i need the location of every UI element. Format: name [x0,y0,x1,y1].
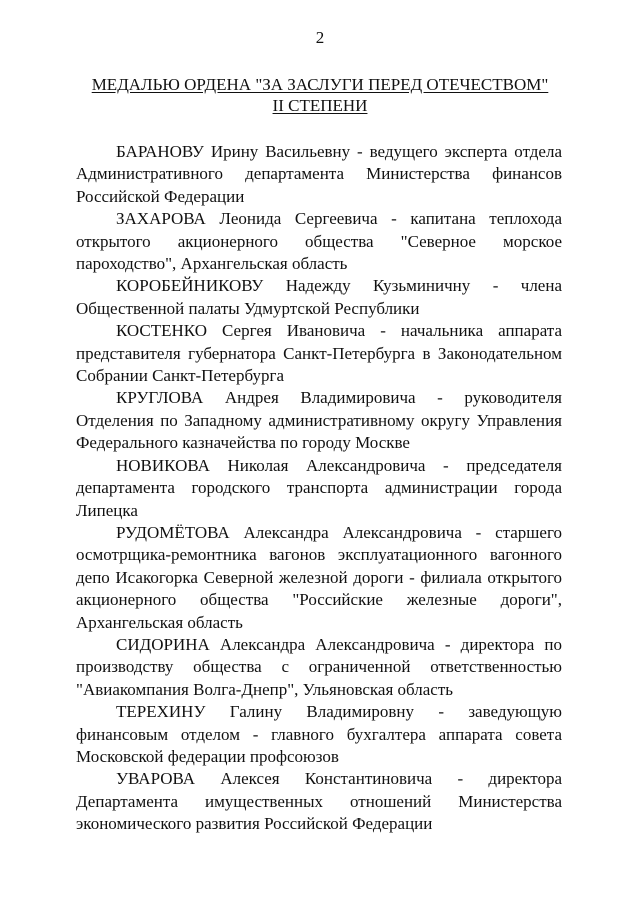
award-heading-line-2: II СТЕПЕНИ [272,96,368,115]
recipient-entry: РУДОМЁТОВА Александра Александровича - старшего осмотрщика-ремонтника вагонов эксплуатационного вагонного депо Исакогорка Северной железной дороги - филиала открытого акционерного общества "Российские железные дороги", Архангельская область [76,522,562,632]
recipient-entry: УВАРОВА Алексея Константиновича - директора Департамента имущественных отношений Министерства экономического развития Российской Федерации [76,769,562,834]
recipient-entry: КОСТЕНКО Сергея Ивановича - начальника аппарата представителя губернатора Санкт-Петербурга в Законодательном Собрании Санкт-Петербурга [76,321,562,386]
recipient-entry: КРУГЛОВА Андрея Владимировича - руководителя Отделения по Западному административному округу Управления Федерального казначейства по городу Москве [76,388,562,453]
recipient-entry: ТЕРЕХИНУ Галину Владимировну - заведующую финансовым отделом - главного бухгалтера аппарата совета Московской федерации профсоюзов [76,702,562,766]
page-number: 2 [315,28,325,47]
recipient-entry: КОРОБЕЙНИКОВУ Надежду Кузьминичну - члена Общественной палаты Удмуртской Республики [76,276,562,318]
recipient-entry: БАРАНОВУ Ирину Васильевну - ведущего эксперта отдела Административного департамента Министерства финансов Российской Федерации [76,142,562,206]
recipient-entry: ЗАХАРОВА Леонида Сергеевича - капитана теплохода открытого акционерного общества "Северное морское пароходство", Архангельская область [76,209,562,274]
recipient-entry: СИДОРИНА Александра Александровича - директора по производству общества с ограниченной ответственностью "Авиакомпания Волга-Днепр", Ульяновская область [76,634,562,699]
award-heading [0,74,640,116]
recipient-entry: НОВИКОВА Николая Александровича - председателя департамента городского транспорта администрации города Липецка [76,455,562,520]
award-heading-line-1: МЕДАЛЬЮ ОРДЕНА "ЗА ЗАСЛУГИ ПЕРЕД ОТЕЧЕСТВОМ" [91,75,549,94]
award-recipients-list [76,141,562,836]
